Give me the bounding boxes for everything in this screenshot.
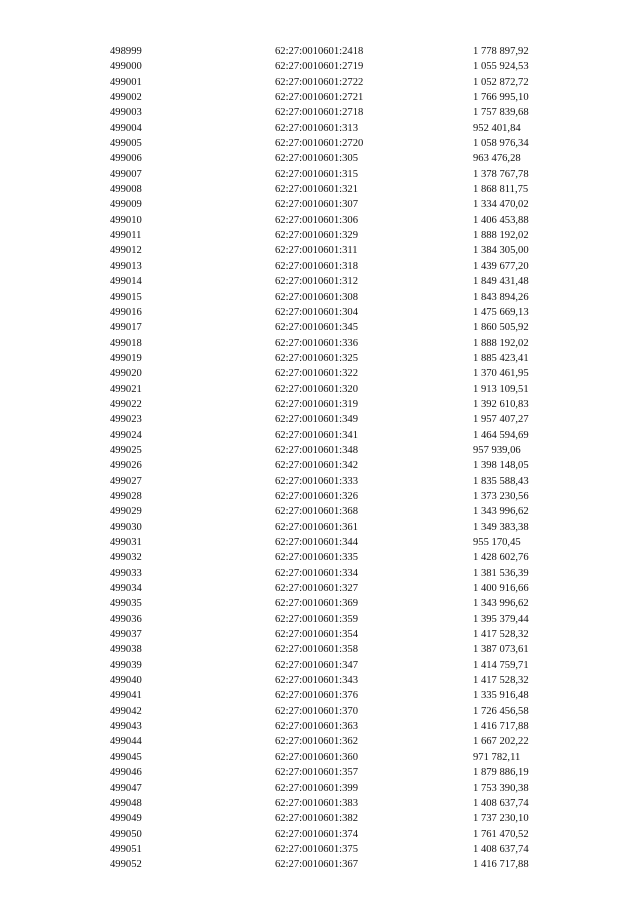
cadastral-value-cell: 1 417 528,32: [473, 629, 529, 641]
table-row: [110, 581, 563, 596]
row-number-cell: 499012: [110, 245, 142, 257]
cadastral-value-cell: 1 879 886,19: [473, 767, 529, 779]
cadastral-value-cell: 1 408 637,74: [473, 797, 529, 809]
table-row: [110, 136, 563, 151]
table-row: [110, 443, 563, 458]
cadastral-number-cell: 62:27:0010601:304: [275, 306, 358, 318]
row-number-cell: 499048: [110, 797, 142, 809]
cadastral-number-cell: 62:27:0010601:315: [275, 168, 358, 180]
cadastral-number-cell: 62:27:0010601:2418: [275, 46, 364, 57]
cadastral-value-cell: 1 370 461,95: [473, 368, 529, 380]
table-row: [110, 596, 563, 611]
row-number-cell: 499015: [110, 291, 142, 303]
cadastral-number-cell: 62:27:0010601:342: [275, 460, 358, 472]
row-number-cell: 499028: [110, 490, 142, 502]
cadastral-value-cell: 1 957 407,27: [473, 414, 529, 426]
cadastral-number-cell: 62:27:0010601:376: [275, 690, 358, 702]
cadastral-number-cell: 62:27:0010601:362: [275, 736, 358, 748]
cadastral-value-cell: 1 778 897,92: [473, 46, 529, 57]
table-row: [110, 474, 563, 489]
cadastral-value-cell: 1 378 767,78: [473, 168, 529, 180]
cadastral-value-cell: 1 835 588,43: [473, 475, 529, 487]
cadastral-value-cell: 1 387 073,61: [473, 644, 529, 656]
row-number-cell: 499016: [110, 306, 142, 318]
row-number-cell: 499006: [110, 153, 142, 165]
table-row: [110, 44, 563, 59]
table-row: [110, 121, 563, 136]
table-row: [110, 228, 563, 243]
cadastral-value-cell: 1 400 916,66: [473, 583, 529, 595]
table-row: [110, 274, 563, 289]
cadastral-number-cell: 62:27:0010601:382: [275, 813, 358, 825]
table-row: [110, 167, 563, 182]
cadastral-number-cell: 62:27:0010601:312: [275, 276, 358, 288]
cadastral-value-cell: 955 170,45: [473, 537, 521, 548]
cadastral-value-cell: 1 888 192,02: [473, 337, 529, 349]
table-row: [110, 320, 563, 335]
row-number-cell: 499003: [110, 107, 142, 119]
cadastral-number-cell: 62:27:0010601:360: [275, 751, 358, 763]
cadastral-value-cell: 1 349 383,38: [473, 521, 529, 533]
cadastral-value-cell: 1 913 109,51: [473, 383, 529, 395]
row-number-cell: 499042: [110, 705, 142, 717]
row-number-cell: 499038: [110, 644, 142, 656]
table-row: [110, 366, 563, 381]
table-row: [110, 750, 563, 765]
table-row: [110, 428, 563, 443]
table-row: [110, 243, 563, 258]
cadastral-value-cell: 1 058 976,34: [473, 138, 529, 150]
cadastral-number-cell: 62:27:0010601:2719: [275, 61, 364, 73]
cadastral-value-cell: 1 416 717,88: [473, 721, 529, 733]
table-row: [110, 90, 563, 105]
cadastral-number-cell: 62:27:0010601:344: [275, 537, 358, 548]
table-row: [110, 412, 563, 427]
row-number-cell: 499005: [110, 138, 142, 150]
cadastral-value-cell: 1 384 305,00: [473, 245, 529, 257]
row-number-cell: 499007: [110, 168, 142, 180]
cadastral-number-cell: 62:27:0010601:348: [275, 444, 358, 456]
table-row: [110, 765, 563, 780]
cadastral-value-cell: 1 761 470,52: [473, 828, 529, 840]
table-row: [110, 627, 563, 642]
table-row: [110, 842, 563, 857]
table-row: [110, 197, 563, 212]
cadastral-value-cell: 952 401,84: [473, 122, 521, 134]
table-row: [110, 305, 563, 320]
row-number-cell: 499009: [110, 199, 142, 211]
row-number-cell: 499049: [110, 813, 142, 825]
cadastral-number-cell: 62:27:0010601:349: [275, 414, 358, 426]
table-row: [110, 642, 563, 657]
cadastral-number-cell: 62:27:0010601:341: [275, 429, 358, 441]
row-number-cell: 499011: [110, 230, 142, 242]
table-row: [110, 351, 563, 366]
cadastral-number-cell: 62:27:0010601:320: [275, 383, 358, 395]
cadastral-value-cell: 1 335 916,48: [473, 690, 529, 702]
cadastral-value-cell: 957 939,06: [473, 444, 521, 456]
cadastral-number-cell: 62:27:0010601:361: [275, 521, 358, 533]
cadastral-value-cell: 1 408 637,74: [473, 843, 529, 855]
cadastral-value-cell: 1 417 528,32: [473, 675, 529, 687]
row-number-cell: 499020: [110, 368, 142, 380]
cadastral-value-cell: 1 439 677,20: [473, 260, 529, 272]
table-row: [110, 290, 563, 305]
row-number-cell: 499021: [110, 383, 142, 395]
cadastral-number-cell: 62:27:0010601:358: [275, 644, 358, 656]
cadastral-number-cell: 62:27:0010601:354: [275, 629, 358, 641]
row-number-cell: 499002: [110, 92, 142, 104]
cadastral-value-cell: 1 757 839,68: [473, 107, 529, 119]
cadastral-number-cell: 62:27:0010601:374: [275, 828, 358, 840]
table-row: [110, 336, 563, 351]
cadastral-number-cell: 62:27:0010601:322: [275, 368, 358, 380]
row-number-cell: 499052: [110, 859, 142, 871]
table-row: [110, 811, 563, 826]
table-body: [110, 44, 563, 873]
cadastral-value-cell: 1 868 811,75: [473, 184, 529, 196]
row-number-cell: 498999: [110, 46, 142, 57]
row-number-cell: 499040: [110, 675, 142, 687]
table-row: [110, 781, 563, 796]
cadastral-number-cell: 62:27:0010601:308: [275, 291, 358, 303]
cadastral-number-cell: 62:27:0010601:399: [275, 782, 358, 794]
cadastral-value-cell: 1 381 536,39: [473, 567, 529, 579]
table-row: [110, 796, 563, 811]
row-number-cell: 499043: [110, 721, 142, 733]
cadastral-number-cell: 62:27:0010601:311: [275, 245, 358, 257]
cadastral-value-cell: 1 055 924,53: [473, 61, 529, 73]
row-number-cell: 499018: [110, 337, 142, 349]
row-number-cell: 499022: [110, 398, 142, 410]
cadastral-number-cell: 62:27:0010601:2721: [275, 92, 364, 104]
row-number-cell: 499019: [110, 352, 142, 364]
row-number-cell: 499041: [110, 690, 142, 702]
cadastral-number-cell: 62:27:0010601:347: [275, 659, 358, 671]
cadastral-value-cell: 1 726 456,58: [473, 705, 529, 717]
cadastral-number-cell: 62:27:0010601:334: [275, 567, 358, 579]
cadastral-number-cell: 62:27:0010601:336: [275, 337, 358, 349]
cadastral-number-cell: 62:27:0010601:325: [275, 352, 358, 364]
row-number-cell: 499004: [110, 122, 142, 134]
row-number-cell: 499032: [110, 552, 142, 564]
row-number-cell: 499017: [110, 322, 142, 334]
cadastral-value-cell: 1 753 390,38: [473, 782, 529, 794]
cadastral-number-cell: 62:27:0010601:307: [275, 199, 358, 211]
row-number-cell: 499036: [110, 613, 142, 625]
cadastral-value-cell: 1 334 470,02: [473, 199, 529, 211]
cadastral-number-cell: 62:27:0010601:319: [275, 398, 358, 410]
row-number-cell: 499044: [110, 736, 142, 748]
cadastral-value-cell: 963 476,28: [473, 153, 521, 165]
row-number-cell: 499051: [110, 843, 142, 855]
table-row: [110, 673, 563, 688]
row-number-cell: 499023: [110, 414, 142, 426]
row-number-cell: 499046: [110, 767, 142, 779]
row-number-cell: 499027: [110, 475, 142, 487]
row-number-cell: 499025: [110, 444, 142, 456]
table-row: [110, 59, 563, 74]
row-number-cell: 499014: [110, 276, 142, 288]
cadastral-value-cell: 1 860 505,92: [473, 322, 529, 334]
cadastral-value-cell: 1 843 894,26: [473, 291, 529, 303]
cadastral-number-cell: 62:27:0010601:2718: [275, 107, 364, 119]
cadastral-number-cell: 62:27:0010601:375: [275, 843, 358, 855]
cadastral-number-cell: 62:27:0010601:333: [275, 475, 358, 487]
row-number-cell: 499039: [110, 659, 142, 671]
table-row: [110, 827, 563, 842]
table-row: [110, 719, 563, 734]
table-row: [110, 504, 563, 519]
cadastral-value-cell: 1 343 996,62: [473, 506, 529, 518]
cadastral-number-cell: 62:27:0010601:326: [275, 490, 358, 502]
cadastral-number-cell: 62:27:0010601:306: [275, 214, 358, 226]
cadastral-number-cell: 62:27:0010601:318: [275, 260, 358, 272]
table-row: [110, 857, 563, 872]
table-row: [110, 397, 563, 412]
cadastral-value-cell: 1 398 148,05: [473, 460, 529, 472]
row-number-cell: 499000: [110, 61, 142, 73]
cadastral-value-cell: 1 416 717,88: [473, 859, 529, 871]
table-row: [110, 612, 563, 627]
table-row: [110, 213, 563, 228]
row-number-cell: 499001: [110, 76, 142, 88]
cadastral-number-cell: 62:27:0010601:367: [275, 859, 358, 871]
row-number-cell: 499008: [110, 184, 142, 196]
row-number-cell: 499033: [110, 567, 142, 579]
cadastral-number-cell: 62:27:0010601:305: [275, 153, 358, 165]
cadastral-value-cell: 1 475 669,13: [473, 306, 529, 318]
cadastral-number-cell: 62:27:0010601:335: [275, 552, 358, 564]
cadastral-value-cell: 1 737 230,10: [473, 813, 529, 825]
cadastral-number-cell: 62:27:0010601:313: [275, 122, 358, 134]
cadastral-value-cell: 971 782,11: [473, 751, 521, 763]
row-number-cell: 499037: [110, 629, 142, 641]
table-row: [110, 520, 563, 535]
cadastral-value-cell: 1 373 230,56: [473, 490, 529, 502]
table-row: [110, 688, 563, 703]
cadastral-number-cell: 62:27:0010601:345: [275, 322, 358, 334]
cadastral-number-cell: 62:27:0010601:368: [275, 506, 358, 518]
cadastral-number-cell: 62:27:0010601:321: [275, 184, 358, 196]
table-row: [110, 550, 563, 565]
row-number-cell: 499029: [110, 506, 142, 518]
row-number-cell: 499030: [110, 521, 142, 533]
cadastral-value-cell: 1 406 453,88: [473, 214, 529, 226]
cadastral-value-cell: 1 888 192,02: [473, 230, 529, 242]
cadastral-number-cell: 62:27:0010601:383: [275, 797, 358, 809]
table-row: [110, 658, 563, 673]
table-row: [110, 535, 563, 550]
table-row: [110, 182, 563, 197]
table-row: [110, 458, 563, 473]
table-row: [110, 151, 563, 166]
row-number-cell: 499034: [110, 583, 142, 595]
cadastral-value-cell: 1 849 431,48: [473, 276, 529, 288]
table-row: [110, 734, 563, 749]
table-row: [110, 259, 563, 274]
table-row: [110, 489, 563, 504]
cadastral-number-cell: 62:27:0010601:343: [275, 675, 358, 687]
cadastral-number-cell: 62:27:0010601:359: [275, 613, 358, 625]
row-number-cell: 499026: [110, 460, 142, 472]
cadastral-number-cell: 62:27:0010601:327: [275, 583, 358, 595]
row-number-cell: 499024: [110, 429, 142, 441]
cadastral-number-cell: 62:27:0010601:329: [275, 230, 358, 242]
cadastral-value-cell: 1 052 872,72: [473, 76, 529, 88]
cadastral-number-cell: 62:27:0010601:2720: [275, 138, 364, 150]
row-number-cell: 499010: [110, 214, 142, 226]
cadastral-number-cell: 62:27:0010601:363: [275, 721, 358, 733]
row-number-cell: 499047: [110, 782, 142, 794]
cadastral-value-cell: 1 414 759,71: [473, 659, 529, 671]
cadastral-value-cell: 1 885 423,41: [473, 352, 529, 364]
cadastral-number-cell: 62:27:0010601:369: [275, 598, 358, 610]
cadastral-value-cell: 1 395 379,44: [473, 613, 529, 625]
table-row: [110, 566, 563, 581]
cadastral-value-cell: 1 766 995,10: [473, 92, 529, 104]
cadastral-value-cell: 1 343 996,62: [473, 598, 529, 610]
cadastral-value-cell: 1 392 610,83: [473, 398, 529, 410]
table-row: [110, 75, 563, 90]
cadastral-number-cell: 62:27:0010601:357: [275, 767, 358, 779]
row-number-cell: 499013: [110, 260, 142, 272]
table-row: [110, 382, 563, 397]
cadastral-value-cell: 1 464 594,69: [473, 429, 529, 441]
row-number-cell: 499031: [110, 537, 142, 548]
table-row: [110, 105, 563, 120]
cadastral-number-cell: 62:27:0010601:370: [275, 705, 358, 717]
cadastral-value-cell: 1 428 602,76: [473, 552, 529, 564]
row-number-cell: 499050: [110, 828, 142, 840]
table-row: [110, 704, 563, 719]
row-number-cell: 499035: [110, 598, 142, 610]
cadastral-value-table: [110, 44, 563, 873]
cadastral-value-cell: 1 667 202,22: [473, 736, 529, 748]
cadastral-number-cell: 62:27:0010601:2722: [275, 76, 364, 88]
row-number-cell: 499045: [110, 751, 142, 763]
